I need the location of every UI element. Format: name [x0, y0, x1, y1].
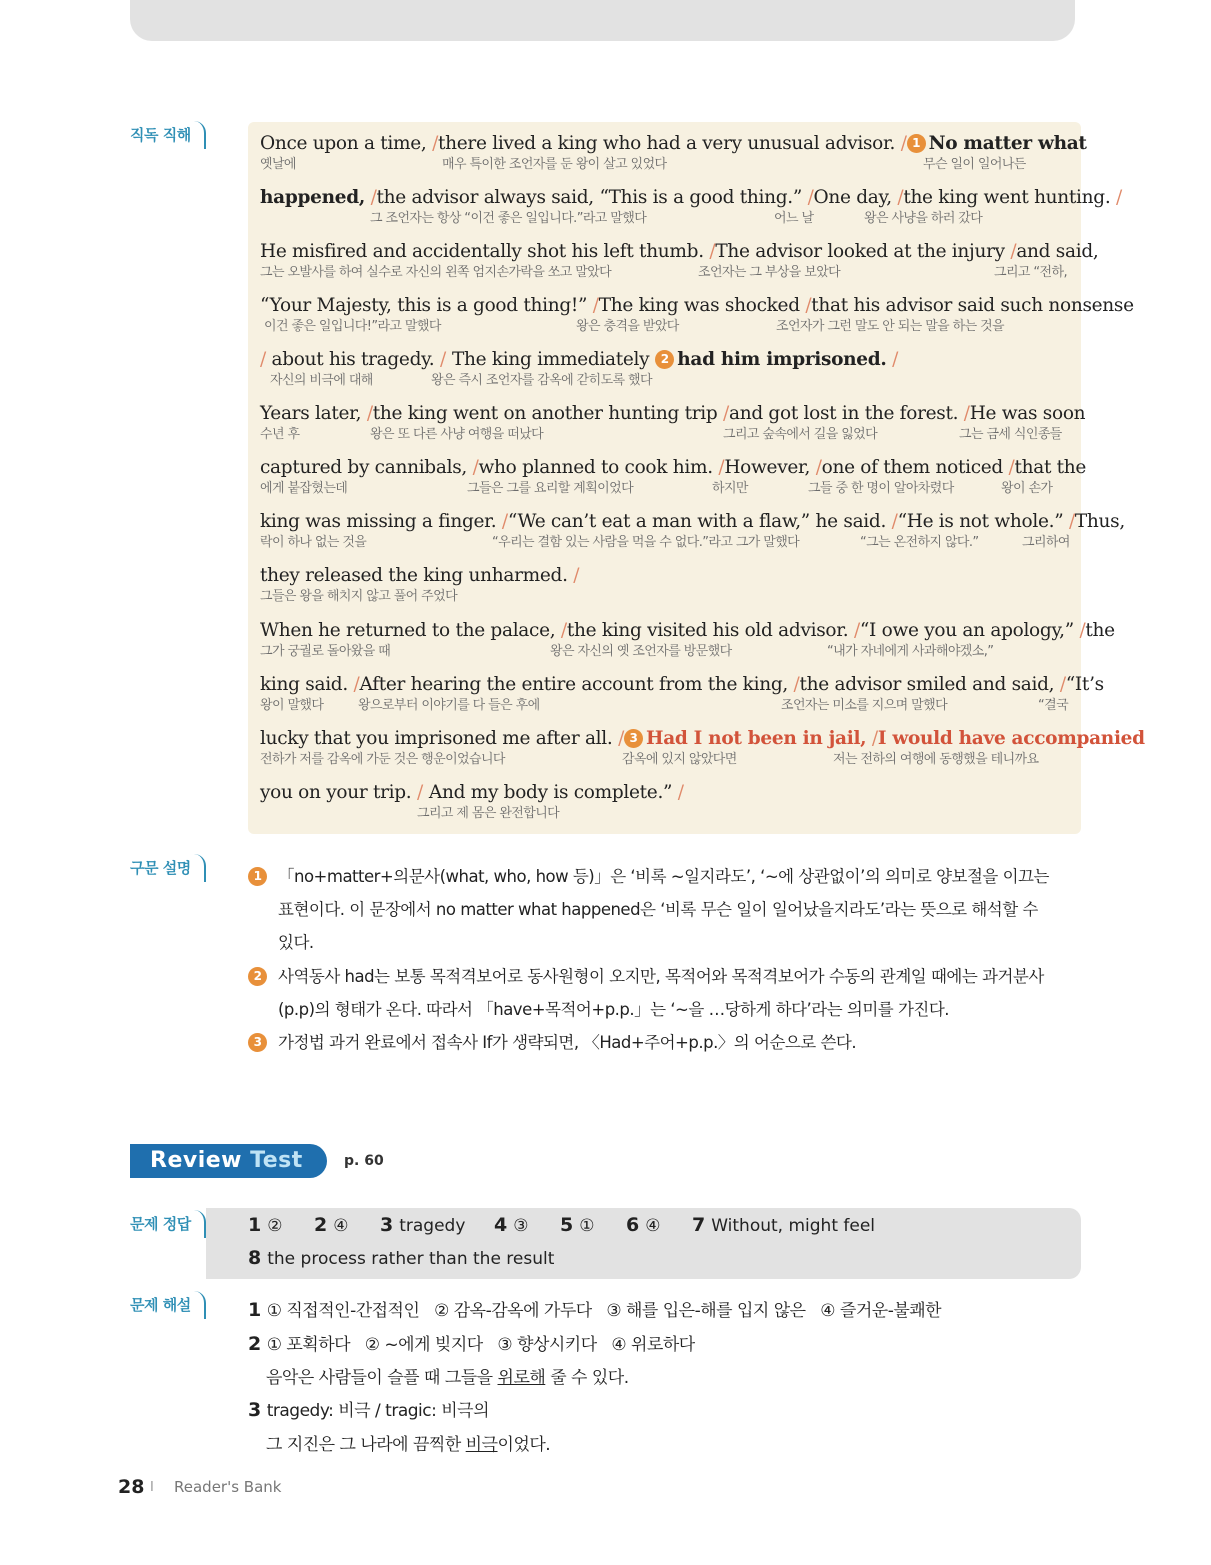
english-text: Years later, / the king went on another hunting trip / and got lost in the forest. / He was soon: [260, 403, 1086, 424]
korean-text: 자신의 비극에 대해 왕은 즉시 조언자를 감옥에 갇히도록 했다: [270, 373, 652, 388]
korean-text: 전하가 저를 감옥에 가둔 것은 행운이었습니다 감옥에 있지 않았다면 저는 전하의 여행에 동행했을 테니까요: [260, 752, 1039, 767]
korean-text: 그 조언자는 항상 “이건 좋은 일입니다.”라고 말했다 어느 날 왕은 사냥을 하러 갔다: [370, 211, 983, 226]
reading-line: [260, 456, 1087, 508]
korean-text: 이건 좋은 일입니다!”라고 말했다 왕은 충격을 받았다 조언자가 그런 말도 안 되는 말을 하는 것을: [264, 319, 1005, 334]
number-3-icon: 3: [248, 1033, 267, 1052]
answers-section-label: 문제 정답: [130, 1210, 206, 1238]
solution-3-example: 그 지진은 그 나라에 끔찍한 비극이었다.: [266, 1435, 551, 1455]
syntax-text: [278, 960, 1083, 1026]
syntax-line: 「no+matter+의문사(what, who, how 등)」은 ‘비록 ~일지라도’, ‘~에 상관없이’의 의미로 양보절을 이끄는: [278, 867, 1049, 886]
answer-item: 1 ②: [248, 1214, 283, 1236]
chunk: No matter what: [928, 133, 1087, 154]
page-number: 28: [118, 1476, 145, 1498]
reading-line: [260, 294, 1134, 346]
answer-item: 7 Without, might feel: [692, 1214, 876, 1236]
syntax-section-label: 구문 설명: [130, 854, 206, 882]
review-page-ref: p. 60: [344, 1153, 384, 1169]
syntax-item-3: [248, 1026, 1083, 1059]
review-test-badge: [130, 1144, 327, 1178]
book-title: Reader's Bank: [174, 1478, 282, 1496]
number-2-icon: 2: [655, 350, 674, 369]
reading-line: [260, 186, 1122, 238]
english-text: When he returned to the palace, / the king visited his old advisor. / “I owe you an apology,” / the: [260, 620, 1115, 641]
reading-line: [260, 673, 1104, 725]
syntax-line: (p.p)의 형태가 온다. 따라서 「have+목적어+p.p.」는 ‘~을 …당하게 하다’라는 의미를 가진다.: [278, 1000, 950, 1019]
korean-text: 수년 후 왕은 또 다른 사냥 여행을 떠났다 그리고 숲속에서 길을 잃었다 그는 금세 식인종들: [260, 427, 1062, 442]
reading-line: [260, 564, 1069, 616]
answer-item: 4 ③: [494, 1214, 529, 1236]
answer-item: 6 ④: [626, 1214, 661, 1236]
english-text: captured by cannibals, / who planned to cook him. / However, / one of them noticed / that the: [260, 457, 1087, 478]
footer-separator: I: [150, 1480, 154, 1495]
reading-line: [260, 781, 1069, 833]
solution-1: 1 ① 직접적인-간접적인 ② 감옥-감옥에 가두다 ③ 해를 입은-해를 입지 않은 ④ 즐거운-불쾌한: [248, 1299, 942, 1321]
english-text: He misfired and accidentally shot his left thumb. / The advisor looked at the injury / and said,: [260, 241, 1099, 262]
korean-text: 그가 궁궐로 돌아왔을 때 왕은 자신의 옛 조언자를 방문했다 “내가 자네에게 사과해야겠소,”: [260, 644, 994, 659]
number-1-icon: 1: [907, 134, 926, 153]
chunk: there lived a king who had a very unusual advisor.: [438, 133, 896, 154]
answer-row-2: 8 the process rather than the result: [248, 1247, 555, 1269]
english-text: king said. / After hearing the entire account from the king, / the advisor smiled and said, / “It’s: [260, 674, 1104, 695]
answer-row-1: [248, 1214, 948, 1240]
chunk: Once upon a time,: [260, 133, 427, 154]
test-word: Test: [250, 1148, 303, 1173]
reading-section-label: 직독 직해: [130, 121, 206, 149]
answer-item: 5 ①: [560, 1214, 595, 1236]
number-1-icon: 1: [248, 867, 267, 886]
syntax-line: 표현이다. 이 문장에서 no matter what happened은 ‘비록 무슨 일이 일어났을지라도’라는 뜻으로 해석할 수: [278, 900, 1038, 919]
reading-line: [260, 132, 1087, 184]
syntax-item-1: [248, 860, 1083, 960]
english-text: happened, / the advisor always said, “This is a good thing.” / One day, / the king went hunting. /: [260, 187, 1122, 208]
solution-3: 3 tragedy: 비극 / tragic: 비극의: [248, 1399, 490, 1421]
review-word: Review: [150, 1148, 242, 1173]
korean-text: 에게 붙잡혔는데 그들은 그를 요리할 계획이었다 하지만 그들 중 한 명이 알아차렸다 왕이 손가: [260, 481, 1053, 496]
reading-line: [260, 240, 1099, 292]
answer-item: 2 ④: [314, 1214, 349, 1236]
reading-line: [260, 402, 1086, 454]
english-text: they released the king unharmed. /: [260, 565, 580, 586]
solutions-section-label: 문제 해설: [130, 1291, 206, 1319]
syntax-line: 있다.: [278, 933, 314, 952]
number-2-icon: 2: [248, 967, 267, 986]
reading-line: [260, 619, 1115, 671]
korean-text: 락이 하나 없는 것을 “우리는 결함 있는 사람을 먹을 수 없다.”라고 그가 말했다 “그는 온전하지 않다.” 그리하여: [260, 535, 1070, 550]
english-text: / about his tragedy. / The king immediately 2 had him imprisoned. /: [260, 349, 899, 370]
english-text: “Your Majesty, this is a good thing!” / The king was shocked / that his advisor said such nonsense: [260, 295, 1134, 316]
header-bar: [130, 0, 1075, 41]
answer-item: 3 tragedy: [380, 1214, 466, 1236]
korean-text: 그리고 제 몸은 완전합니다: [417, 806, 560, 821]
solution-2-example: 음악은 사람들이 슬플 때 그들을 위로해 줄 수 있다.: [266, 1368, 629, 1388]
reading-line: [260, 348, 1069, 400]
english-text: king was missing a finger. / “We can’t eat a man with a flaw,” he said. / “He is not whole.” / Thus,: [260, 511, 1125, 532]
syntax-text: [278, 1026, 1083, 1059]
reading-line: [260, 727, 1145, 779]
english-text: lucky that you imprisoned me after all. / 3 Had I not been in jail, / I would have accompanied: [260, 728, 1145, 749]
solution-2: 2 ① 포획하다 ② ~에게 빚지다 ③ 향상시키다 ④ 위로하다: [248, 1333, 695, 1355]
number-3-icon: 3: [624, 729, 643, 748]
syntax-item-2: [248, 960, 1083, 1026]
english-text: Once upon a time, / there lived a king who had a very unusual advisor. / 1 No matter what: [260, 133, 1087, 154]
reading-line: [260, 510, 1125, 562]
korean-text: 왕이 말했다 왕으로부터 이야기를 다 들은 후에 조언자는 미소를 지으며 말했다 “결국: [260, 698, 1069, 713]
syntax-line: 사역동사 had는 보통 목적격보어로 동사원형이 오지만, 목적어와 목적격보어가 수동의 관계일 때에는 과거분사: [278, 967, 1044, 986]
korean-text: 옛날에 매우 특이한 조언자를 둔 왕이 살고 있었다 무슨 일이 일어나든: [260, 157, 1026, 172]
english-text: you on your trip. / And my body is complete.” /: [260, 782, 684, 803]
syntax-text: [278, 860, 1083, 959]
korean-text: 그들은 왕을 해치지 않고 풀어 주었다: [260, 589, 458, 604]
korean-text: 그는 오발사를 하여 실수로 자신의 왼쪽 엄지손가락을 쏘고 말았다 조언자는 그 부상을 보았다 그리고 “전하,: [260, 265, 1067, 280]
syntax-line: 가정법 과거 완료에서 접속사 If가 생략되면, 〈Had+주어+p.p.〉의 어순으로 쓴다.: [278, 1033, 857, 1052]
